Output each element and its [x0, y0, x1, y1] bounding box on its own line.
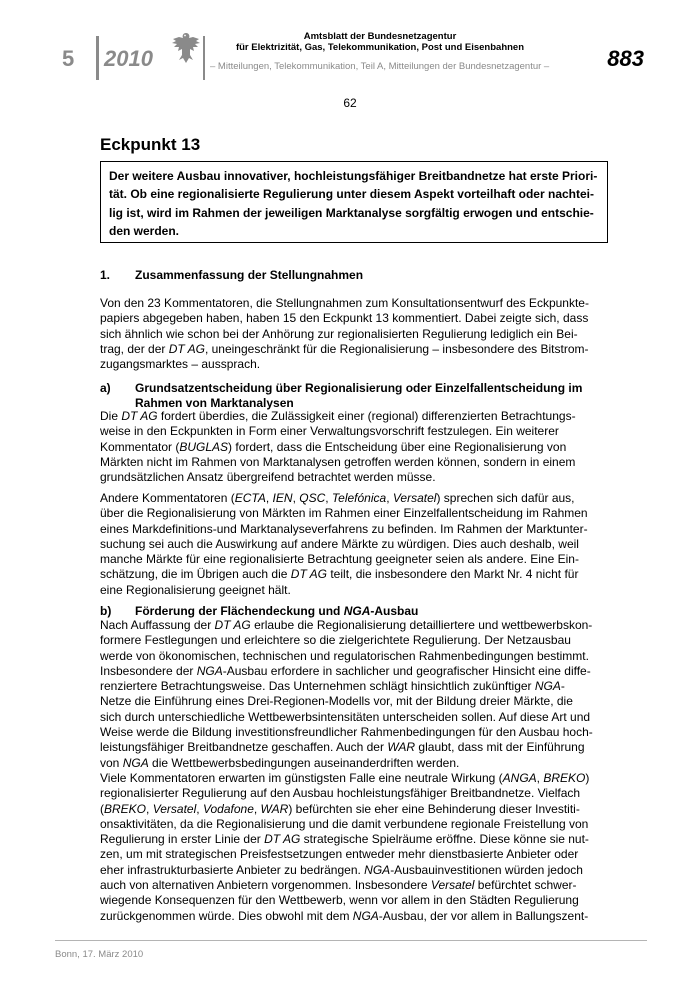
text-span: ( — [100, 801, 104, 816]
text-span: , — [265, 491, 273, 505]
text-span: sich durch unterschiedliche Wettbewerbsintensitäten unterscheiden sollen. Auf diese Art und — [100, 709, 591, 724]
text-line — [100, 909, 589, 924]
italic-name: IEN — [272, 491, 293, 505]
italic-name: NGA — [364, 862, 391, 877]
issue-year: 2010 — [104, 46, 153, 71]
text-span: weise in den Eckpunkten in Form einer Verwaltungsvorschrift festzulegen. Ein weiterer — [100, 424, 559, 439]
italic-name: Versatel — [392, 491, 437, 505]
subsection-number: a) — [100, 381, 111, 395]
text-line — [100, 424, 576, 439]
subsection-number: b) — [100, 604, 112, 618]
text-line — [100, 679, 593, 694]
federal-eagle-icon — [170, 30, 202, 66]
text-line — [100, 649, 593, 664]
text-span: Weise werde die Bildung investitionsfreundlicher Rahmenbedingungen für den Ausbau hoch- — [100, 725, 593, 740]
inner-page-number: 62 — [343, 96, 357, 110]
text-span: Kommentator ( — [100, 439, 180, 454]
text-line — [100, 893, 589, 908]
text-span: ) befürchten sie eher eine Behinderung dieser Investiti- — [288, 801, 580, 816]
text-span: Die — [100, 409, 122, 423]
text-span: - — [560, 679, 565, 694]
header-divider-2 — [203, 36, 205, 80]
italic-name: BREKO — [543, 771, 586, 785]
text-span: -Ausbauinvestitionen würden jedoch — [390, 862, 583, 877]
italic-name: Telefónica — [331, 491, 387, 505]
page-title: Eckpunkt 13 — [100, 135, 201, 154]
text-span: leistungsfähiger Breitbandnetze geschaffen. Auch der — [100, 740, 388, 755]
text-line — [100, 491, 588, 506]
text-span: , uneingeschränkt für die Regionalisierung – insbesondere des Bitstrom- — [204, 341, 589, 356]
text-line — [100, 552, 588, 567]
text-span: zurückgenommen würde. Dies obwohl mit dem — [100, 908, 353, 923]
text-span: teilt, die insbesondere den Markt Nr. 4 nicht für — [327, 567, 579, 582]
text-span: Insbesondere der — [100, 663, 197, 678]
italic-name: NGA — [352, 908, 379, 923]
text-line — [100, 342, 589, 357]
subsection-heading-line: Rahmen von Marktanalysen — [135, 396, 294, 410]
text-span: zugangsmarktes – aussprach. — [100, 357, 261, 372]
italic-name: WAR — [260, 801, 289, 816]
text-line — [100, 710, 593, 725]
text-span: Märkten nicht im Rahmen von Marktanalysen getroffen werden können, sondern in einem — [100, 454, 576, 469]
text-span: eines Markdefinitions-und Marktanalyseverfahrens zu befinden. Im Rahmen der Marktunter- — [100, 521, 588, 536]
text-span: onsaktivitäten, da die Regionalisierung und die damit verbundene regionale Freistellung von — [100, 816, 589, 831]
text-line — [100, 771, 589, 786]
publisher-subtitle: für Elektrizität, Gas, Telekommunikation, Post und Eisenbahnen — [235, 42, 525, 53]
text-line — [100, 567, 588, 582]
section-heading: Zusammenfassung der Stellungnahmen — [135, 268, 364, 282]
italic-name: NGA — [122, 755, 149, 770]
text-line — [100, 470, 576, 485]
italic-name: NGA — [534, 679, 561, 694]
text-line — [100, 725, 593, 740]
text-span: , — [253, 801, 261, 816]
subsection-heading-line: Grundsatzentscheidung über Regionalisierung oder Einzelfallentscheidung im — [135, 381, 583, 395]
italic-name: BUGLAS — [179, 439, 229, 454]
text-line — [100, 802, 589, 817]
text-span: suchung sei auch die Auswirkung auf andere Märkte zu würdigen. Dies auch deshalb, weil — [100, 536, 579, 551]
text-line — [100, 694, 593, 709]
subsection-heading — [135, 604, 418, 619]
header-divider — [96, 36, 99, 80]
text-line — [100, 311, 589, 326]
text-span: -Ausbau, der vor allem in Ballungszent- — [378, 908, 589, 923]
paragraph — [100, 409, 576, 485]
text-span: , — [146, 801, 153, 816]
text-line — [100, 296, 589, 311]
text-line — [100, 409, 576, 424]
heading-text: -Ausbau — [370, 604, 419, 618]
italic-name: DT AG — [290, 567, 328, 582]
statement-line: tät. Ob eine regionalisierte Regulierung unter diesem Aspekt vorteilhaft oder nachtei- — [109, 187, 594, 202]
italic-name: DT AG — [121, 409, 158, 423]
footer-rule — [55, 940, 647, 941]
section-number: 1. — [100, 268, 111, 282]
text-span: ) sprechen sich dafür aus, — [436, 491, 575, 505]
text-line — [100, 847, 589, 862]
text-line — [100, 618, 593, 633]
text-span: fordert überdies, die Zulässigkeit einer (regional) differenzierten Betrachtungs- — [157, 409, 576, 423]
statement-text — [109, 167, 601, 240]
text-line — [100, 786, 589, 801]
statement-line: den werden. — [109, 223, 180, 238]
issue-number: 5 — [62, 46, 75, 71]
italic-name: QSC — [299, 491, 326, 505]
text-line — [100, 506, 588, 521]
text-span: Netze die Einführung eines Drei-Regionen-Modells vor, mit der Bildung dreier Märkte, die — [100, 694, 573, 709]
paragraph — [100, 771, 589, 924]
italic-name: WAR — [387, 740, 416, 755]
text-line — [100, 633, 593, 648]
italic-name: Versatel — [152, 801, 197, 816]
footer-date: Bonn, 17. März 2010 — [55, 949, 144, 960]
text-line — [100, 522, 588, 537]
text-span: Von den 23 Kommentatoren, die Stellungnahmen zum Konsultationsentwurf des Eckpunkte- — [100, 296, 589, 310]
text-span: ) — [585, 771, 590, 785]
text-span: , — [386, 491, 393, 505]
italic-name: DT AG — [264, 832, 301, 847]
page-number: 883 — [607, 46, 644, 71]
italic-name: NGA — [196, 663, 223, 678]
text-span: -Ausbau erfordere in sachlicher und geografischer Hinsicht eine diffe- — [222, 663, 591, 678]
text-line — [100, 878, 589, 893]
italic-name: ANGA — [502, 771, 537, 785]
italic-name: Vodafone — [202, 801, 254, 816]
heading-text: Förderung der Flächendeckung und — [135, 604, 344, 618]
text-span: trag, der der — [100, 341, 169, 356]
publication-section: – Mitteilungen, Telekommunikation, Teil A, Mitteilungen der Bundesnetzagentur – — [210, 61, 550, 72]
text-span: glaubt, dass mit der Einführung — [415, 740, 585, 755]
paragraph — [100, 618, 593, 771]
text-span: die Wettbewerbsbedingungen auseinanderdriften werden. — [148, 755, 460, 770]
text-span: manche Märkte für eine regionalisierte Betrachtung geeigneter seien als andere. Eine Ein- — [100, 552, 579, 567]
italic-name: DT AG — [214, 618, 251, 632]
italic-name: ECTA — [234, 491, 266, 505]
paragraph — [100, 296, 589, 372]
text-span: , — [325, 491, 332, 505]
text-line — [100, 440, 576, 455]
text-span: befürchtet schwer- — [474, 878, 577, 893]
text-span: formere Festlegungen und erleichtere so die zielgerichtete Regulierung. Der Netzausbau — [100, 633, 571, 648]
text-line — [100, 455, 576, 470]
statement-line: Der weitere Ausbau innovativer, hochleistungsfähiger Breitbandnetze hat erste Priori- — [109, 169, 598, 183]
text-span: auch von alternativen Anbietern vorgenommen. Insbesondere — [100, 878, 431, 893]
statement-line: lig ist, wird im Rahmen der jeweiligen Marktanalyse sorgfältig erwogen und entschie- — [109, 205, 594, 220]
text-span: von — [100, 755, 123, 770]
text-line — [100, 327, 589, 342]
text-span: sich ähnlich wie schon bei der Anhörung zur regionalisierten Regulierung lediglich ein Bei- — [100, 326, 578, 341]
text-span: Nach Auffassung der — [100, 618, 215, 632]
text-line — [100, 756, 593, 771]
text-span: zen, um mit strategischen Preisfestsetzungen entweder mehr dienstbasierte Anbieter oder — [100, 847, 579, 862]
text-span: wiegende Konsequenzen für den Wettbewerb, wenn vor allem in den Städten Regulierung — [100, 893, 579, 908]
text-span: eher infrastrukturbasierte Anbieter zu bedrängen. — [100, 862, 365, 877]
text-span: regionalisierter Regulierung auf den Ausbau hochleistungsfähiger Breitbandnetze. Vielfach — [100, 786, 581, 801]
text-span: eine Regionalisierung geeignet hält. — [100, 582, 291, 597]
text-span: Andere Kommentatoren ( — [100, 491, 235, 505]
text-line — [100, 357, 589, 372]
text-span: strategische Spielräume eröffne. Diese könne sie nut- — [300, 832, 589, 847]
text-span: grundsätzlichen Ansatz übergreifend betrachtet werden müsse. — [100, 470, 436, 485]
text-span: , — [196, 801, 203, 816]
text-span: papiers abgegeben haben, haben 15 den Eckpunkt 13 kommentiert. Dabei zeigte sich, dass — [100, 311, 589, 326]
italic-name: BREKO — [104, 801, 147, 816]
italic-name: Versatel — [430, 878, 475, 893]
heading-text-italic: NGA — [343, 604, 371, 618]
italic-name: DT AG — [168, 341, 205, 356]
text-line — [100, 664, 593, 679]
text-line — [100, 537, 588, 552]
text-span: , — [292, 491, 300, 505]
text-line — [100, 817, 589, 832]
paragraph — [100, 491, 588, 598]
text-span: werde von ökonomischen, technischen und regulatorischen Rahmenbedingungen bestimmt. — [100, 648, 589, 663]
text-span: Regulierung in erster Linie der — [100, 832, 265, 847]
text-span: Viele Kommentatoren erwarten im günstigsten Falle eine neutrale Wirkung ( — [100, 771, 503, 785]
text-span: , — [536, 771, 544, 785]
text-span: renziertere Betrachtungsweise. Das Unternehmen schlägt hinsichtlich zukünftiger — [100, 679, 535, 694]
text-line — [100, 740, 593, 755]
text-line — [100, 863, 589, 878]
text-line — [100, 583, 588, 598]
text-span: ) fordert, dass die Entscheidung über eine Regionalisierung von — [228, 439, 567, 454]
text-span: über die Regionalisierung von Märkten im Rahmen einer Einzelfallentscheidung im Rahmen — [100, 506, 588, 521]
text-span: schätzung, die im Übrigen auch die — [100, 567, 291, 582]
publisher-title: Amtsblatt der Bundesnetzagentur — [303, 31, 457, 42]
text-span: erlaube die Regionalisierung detailliertere und wettbewerbskon- — [250, 618, 593, 632]
text-line — [100, 832, 589, 847]
